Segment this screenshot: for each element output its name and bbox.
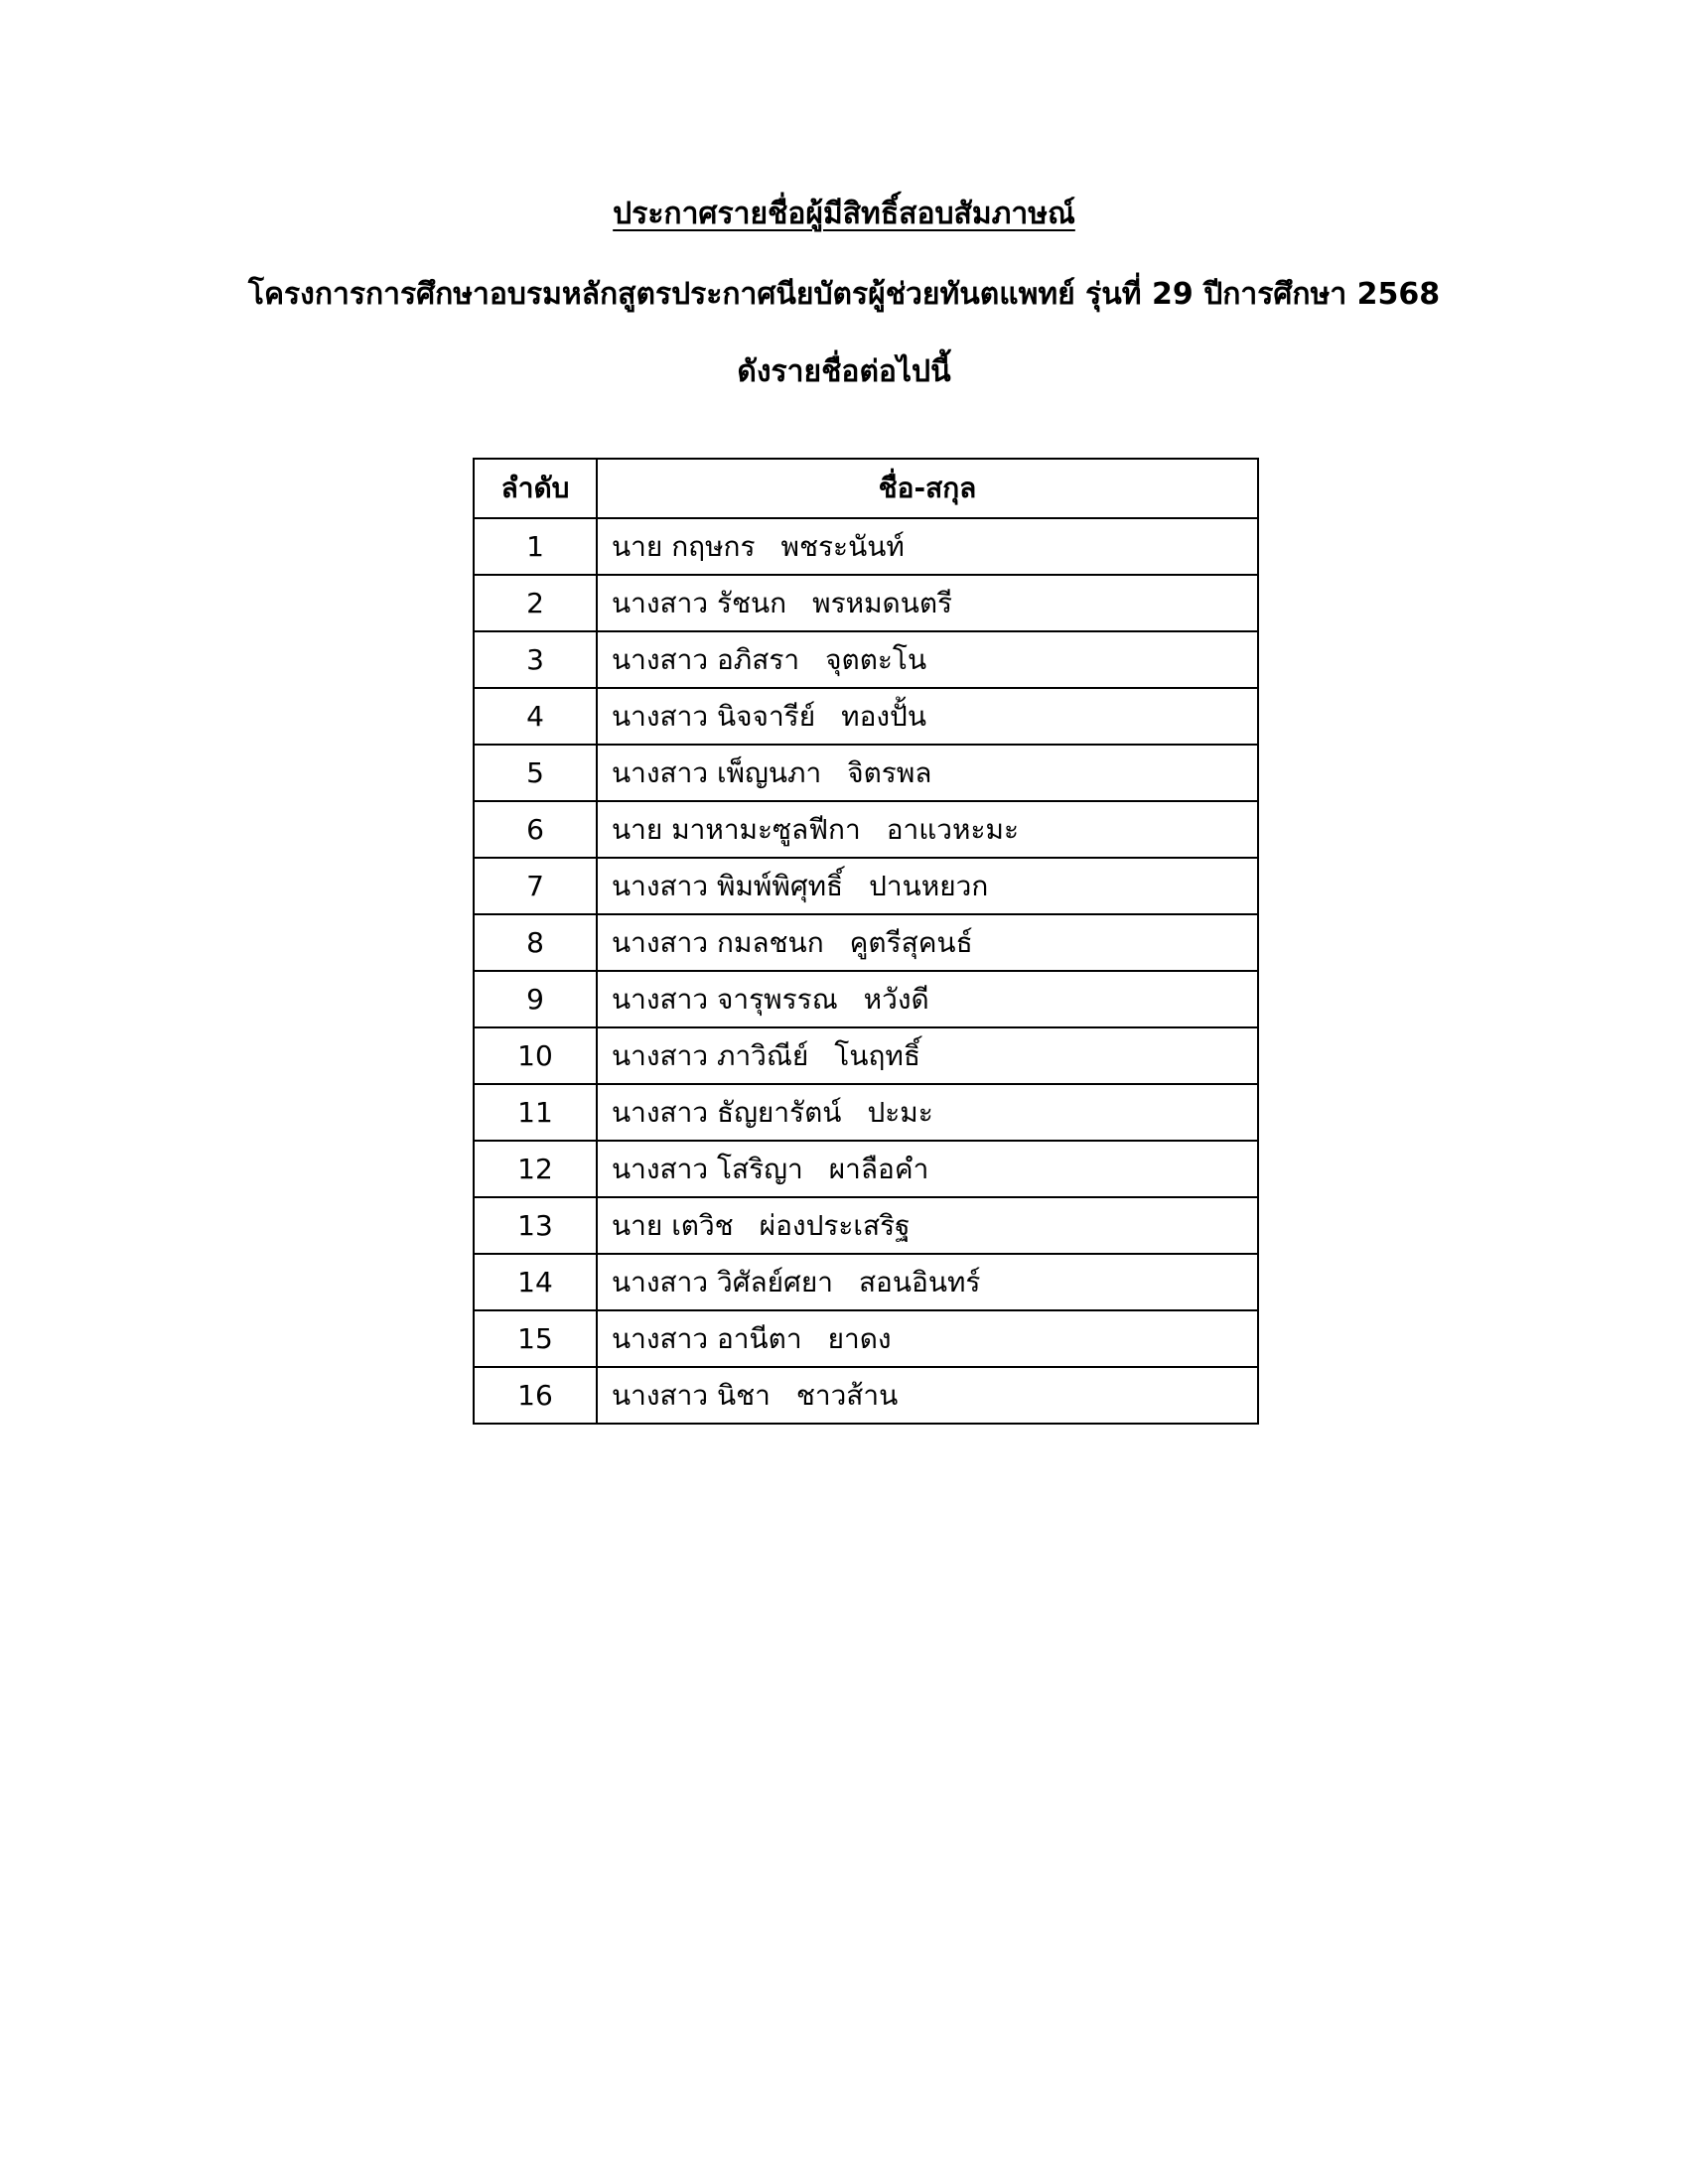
first-name: ภาวิณีย์ — [716, 1039, 809, 1072]
table-row — [474, 1254, 1258, 1310]
row-name — [597, 1084, 1258, 1141]
first-name: พิมพ์พิศุทธิ์ — [716, 870, 844, 902]
name-prefix: นางสาว — [612, 983, 709, 1016]
name-prefix: นางสาว — [612, 1379, 709, 1412]
row-name — [597, 801, 1258, 858]
row-number: 13 — [474, 1197, 597, 1254]
name-prefix: นาย — [612, 813, 663, 846]
name-prefix: นางสาว — [612, 1096, 709, 1129]
first-name: กฤษกร — [671, 530, 756, 563]
row-name — [597, 1027, 1258, 1084]
row-number: 3 — [474, 631, 597, 688]
last-name: จุตตะโน — [825, 643, 927, 676]
row-number: 7 — [474, 858, 597, 914]
name-prefix: นางสาว — [612, 643, 709, 676]
row-name — [597, 688, 1258, 745]
name-prefix: นางสาว — [612, 870, 709, 902]
row-number: 4 — [474, 688, 597, 745]
first-name: อานีตา — [716, 1322, 802, 1355]
table-row — [474, 745, 1258, 801]
name-prefix: นางสาว — [612, 926, 709, 959]
first-name: โสริญา — [716, 1153, 803, 1185]
last-name: พชระนันท์ — [780, 530, 905, 563]
table-body — [474, 518, 1258, 1424]
table-row — [474, 1197, 1258, 1254]
row-number: 6 — [474, 801, 597, 858]
document-title: ประกาศรายชื่อผู้มีสิทธิ์สอบสัมภาษณ์ — [613, 197, 1075, 231]
row-name — [597, 745, 1258, 801]
row-name — [597, 1310, 1258, 1367]
header-number: ลำดับ — [474, 459, 597, 518]
last-name: พรหมดนตรี — [812, 587, 953, 619]
name-prefix: นางสาว — [612, 1039, 709, 1072]
last-name: หวังดี — [863, 983, 929, 1016]
last-name: ปานหยวก — [869, 870, 989, 902]
last-name: คูตรีสุคนธ์ — [849, 926, 973, 959]
last-name: โนฤทธิ์ — [834, 1039, 920, 1072]
table-row — [474, 801, 1258, 858]
name-prefix: นาย — [612, 530, 663, 563]
first-name: ธัญยารัตน์ — [716, 1096, 842, 1129]
last-name: ยาดง — [827, 1322, 892, 1355]
first-name: เพ็ญนภา — [716, 756, 822, 789]
row-number: 1 — [474, 518, 597, 575]
name-prefix: นางสาว — [612, 700, 709, 733]
table-row — [474, 1027, 1258, 1084]
table-row — [474, 688, 1258, 745]
table-row — [474, 575, 1258, 631]
row-name — [597, 971, 1258, 1027]
first-name: นิจจารีย์ — [716, 700, 816, 733]
name-prefix: นางสาว — [612, 1266, 709, 1298]
table-row — [474, 518, 1258, 575]
row-number: 2 — [474, 575, 597, 631]
name-prefix: นางสาว — [612, 1322, 709, 1355]
row-name — [597, 1141, 1258, 1197]
row-name — [597, 631, 1258, 688]
row-name — [597, 1254, 1258, 1310]
last-name: ทองปั้น — [841, 700, 926, 733]
name-prefix: นาย — [612, 1209, 663, 1242]
row-number: 10 — [474, 1027, 597, 1084]
last-name: สอนอินทร์ — [858, 1266, 981, 1298]
row-number: 14 — [474, 1254, 597, 1310]
row-number: 11 — [474, 1084, 597, 1141]
first-name: เตวิช — [671, 1209, 734, 1242]
name-prefix: นางสาว — [612, 756, 709, 789]
candidate-table — [473, 458, 1259, 1425]
table-row — [474, 914, 1258, 971]
row-number: 16 — [474, 1367, 597, 1424]
table-row — [474, 971, 1258, 1027]
table-header-row — [474, 459, 1258, 518]
first-name: อภิสรา — [716, 643, 800, 676]
first-name: วิศัลย์ศยา — [716, 1266, 833, 1298]
table-row — [474, 1084, 1258, 1141]
row-number: 8 — [474, 914, 597, 971]
row-number: 9 — [474, 971, 597, 1027]
last-name: ปะมะ — [867, 1096, 933, 1129]
name-prefix: นางสาว — [612, 587, 709, 619]
document-subtitle: โครงการการศึกษาอบรมหลักสูตรประกาศนียบัตรผู้ช่วยทันตแพทย์ รุ่นที่ 29 ปีการศึกษา 2568 — [247, 277, 1441, 312]
table-row — [474, 1310, 1258, 1367]
row-number: 15 — [474, 1310, 597, 1367]
first-name: นิชา — [716, 1379, 771, 1412]
first-name: กมลชนก — [716, 926, 824, 959]
row-name — [597, 1197, 1258, 1254]
name-prefix: นางสาว — [612, 1153, 709, 1185]
table-row — [474, 858, 1258, 914]
header-name: ชื่อ-สกุล — [597, 459, 1258, 518]
last-name: อาแวหะมะ — [886, 813, 1020, 846]
table-row — [474, 631, 1258, 688]
row-name — [597, 575, 1258, 631]
row-number: 5 — [474, 745, 597, 801]
table-row — [474, 1367, 1258, 1424]
row-name — [597, 518, 1258, 575]
first-name: จารุพรรณ — [716, 983, 838, 1016]
first-name: รัชนก — [716, 587, 787, 619]
first-name: มาหามะซูลฟีกา — [671, 813, 861, 846]
row-name — [597, 914, 1258, 971]
table-row — [474, 1141, 1258, 1197]
row-name — [597, 858, 1258, 914]
last-name: ชาวส้าน — [795, 1379, 899, 1412]
document-tagline: ดังรายชื่อต่อไปนี้ — [737, 354, 951, 389]
row-number: 12 — [474, 1141, 597, 1197]
last-name: ผาลือคำ — [828, 1153, 929, 1185]
last-name: ผ่องประเสริฐ — [759, 1209, 911, 1242]
row-name — [597, 1367, 1258, 1424]
last-name: จิตรพล — [847, 756, 932, 789]
